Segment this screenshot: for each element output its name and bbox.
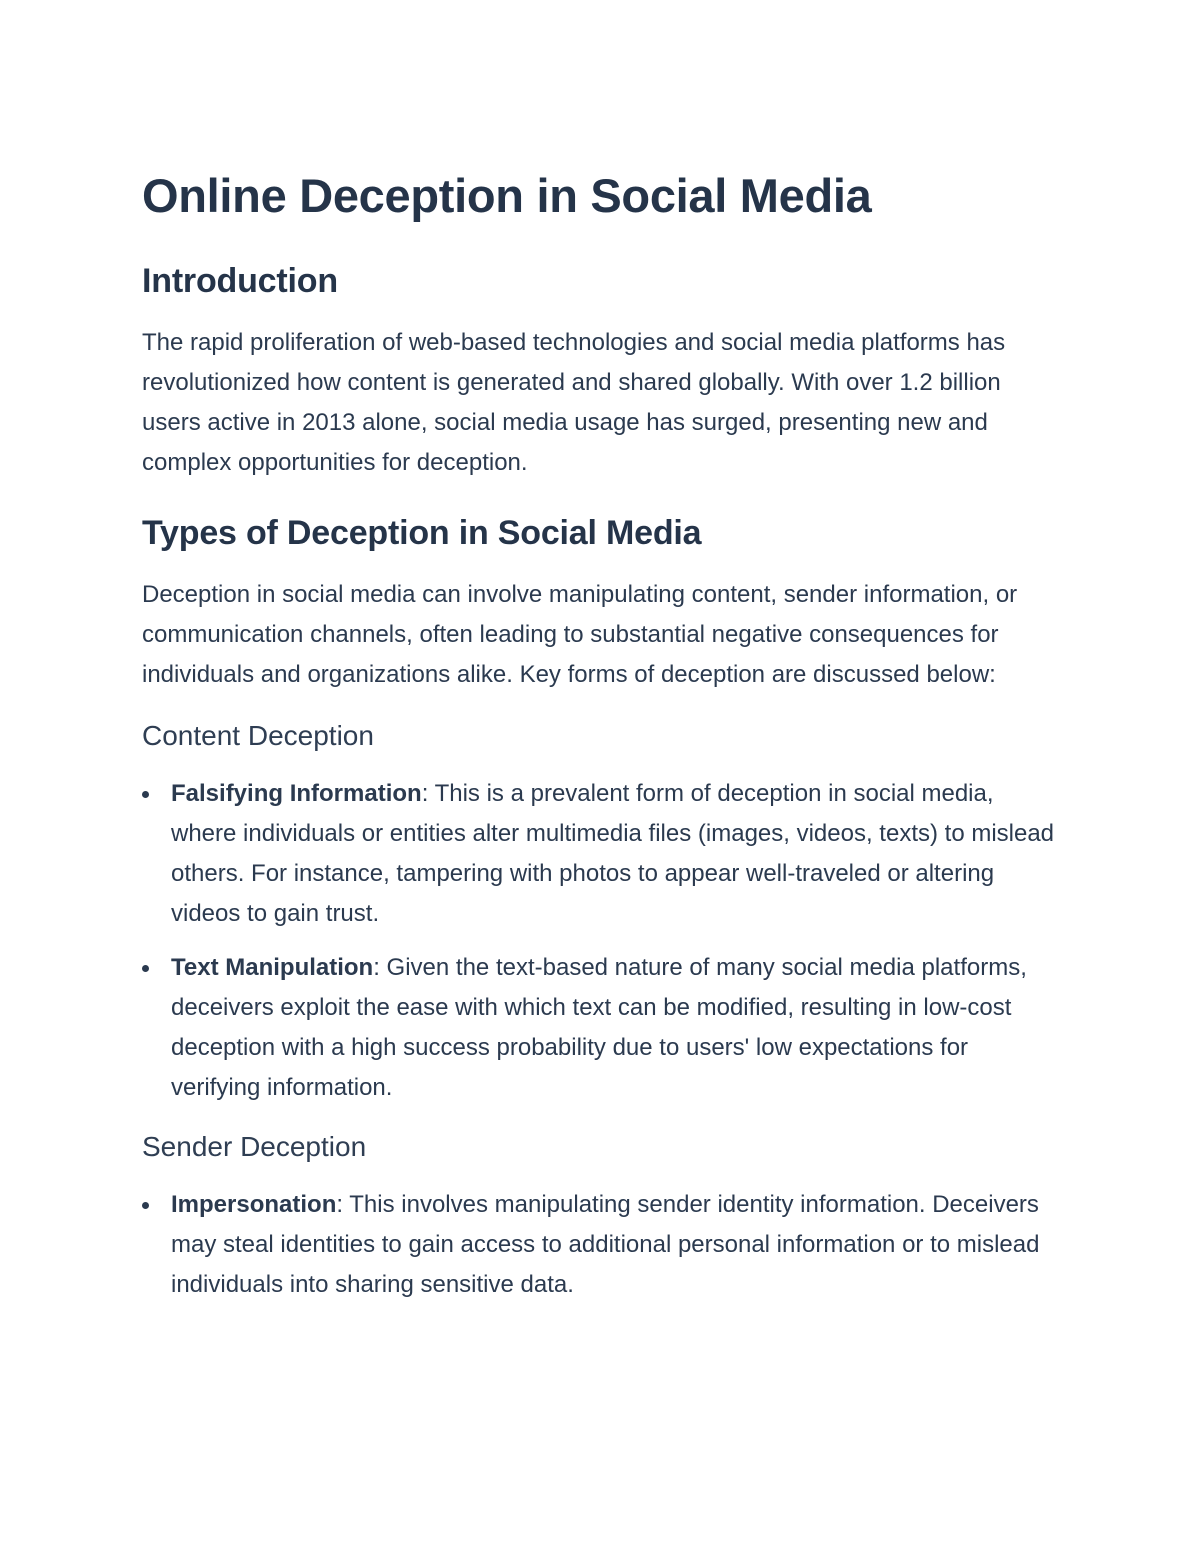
sender-deception-list (142, 1185, 1062, 1305)
types-paragraph: Deception in social media can involve manipulating content, sender information, or communication channels, often leading to substantial negative consequences for individuals and organizations alike. Key forms of deception are discussed below: (142, 581, 1018, 688)
content-deception-list (142, 774, 1062, 1108)
document-title: Online Deception in Social Media (142, 169, 872, 222)
list-item-text: : Given the text-based nature of many social media platforms, deceivers exploit the ease with which text can be modified, resulting in low-cost deception with a high success probability due to users' low expectations for verifying information. (171, 954, 1027, 1101)
content-deception-heading: Content Deception (142, 720, 374, 751)
document-page (142, 168, 1062, 1327)
bullet-icon (142, 965, 149, 972)
introduction-heading: Introduction (142, 262, 338, 300)
list-item (142, 774, 1062, 934)
bullet-icon (142, 1202, 149, 1209)
sender-deception-heading: Sender Deception (142, 1131, 367, 1162)
list-item-term: Text Manipulation (171, 954, 374, 981)
list-item-text: : This is a prevalent form of deception in social media, where individuals or entities alter multimedia files (images, videos, texts) to mislead others. For instance, tampering with photos to appear well-traveled or altering videos to gain trust. (171, 780, 1055, 927)
types-heading: Types of Deception in Social Media (142, 514, 702, 552)
introduction-paragraph: The rapid proliferation of web-based technologies and social media platforms has revolutionized how content is generated and shared globally. With over 1.2 billion users active in 2013 alone, social media usage has surged, presenting new and complex opportunities for deception. (142, 329, 1006, 476)
list-item-term: Impersonation (171, 1191, 337, 1218)
list-item (142, 1185, 1062, 1305)
list-item (142, 948, 1062, 1108)
list-item-term: Falsifying Information (171, 780, 422, 807)
bullet-icon (142, 791, 149, 798)
section-types-of-deception (142, 513, 1062, 1305)
section-introduction (142, 261, 1062, 483)
list-item-text: : This involves manipulating sender identity information. Deceivers may steal identities to gain access to additional personal information or to mislead individuals into sharing sensitive data. (171, 1191, 1040, 1298)
